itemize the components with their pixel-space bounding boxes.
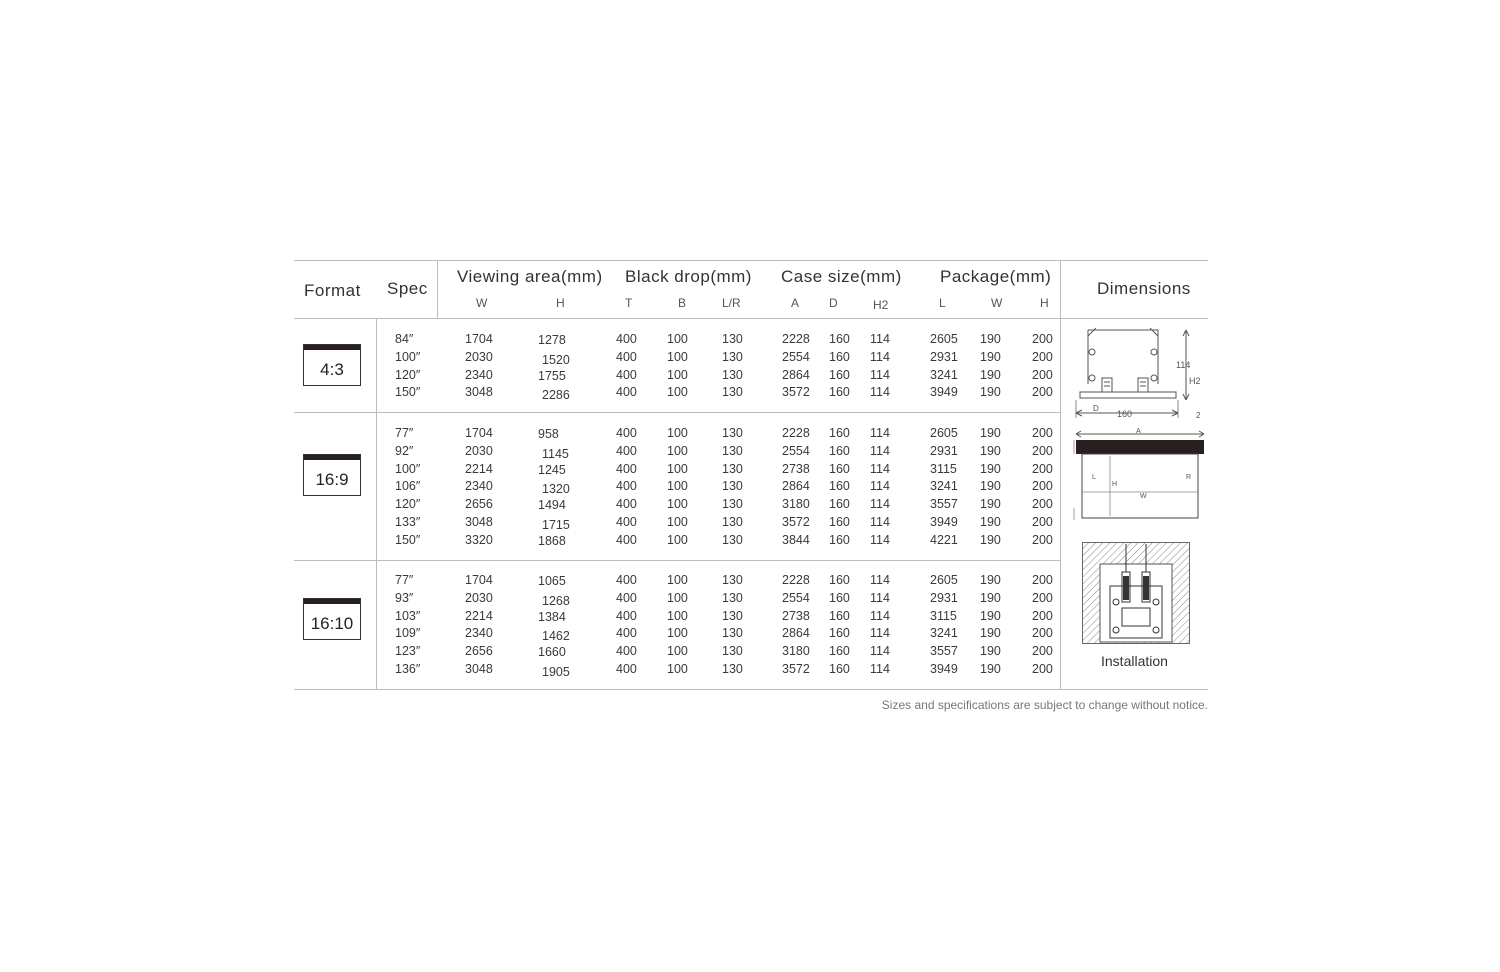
value-cell: 3115 [930,461,957,476]
value-cell: 400 [616,332,637,346]
subheader-w: W [476,296,488,310]
value-cell: 400 [616,608,637,623]
case-label-h2: H2 [1189,376,1201,386]
value-cell: 160 [829,608,850,623]
screen-label-a: A [1136,428,1141,435]
value-cell: 2214 [465,461,493,476]
spec-cell: 123″ [395,644,421,659]
value-cell: 2030 [465,349,493,364]
value-cell: 114 [870,497,890,512]
value-cell: 130 [722,426,743,440]
value-cell: 3949 [930,515,958,529]
value-cell: 100 [667,349,688,364]
value-cell: 100 [667,626,688,641]
value-cell: 190 [980,332,1001,346]
spec-cell: 120″ [395,497,421,512]
case-cross-section-diagram [1066,322,1206,422]
spec-cell: 92″ [395,443,414,458]
value-cell: 114 [870,532,890,547]
value-cell: 114 [870,479,890,494]
value-cell: 160 [829,515,850,529]
value-cell: 1320 [542,482,570,497]
value-cell: 160 [829,626,850,641]
value-cell: 160 [829,426,850,440]
value-cell: 190 [980,497,1001,512]
value-cell: 130 [722,385,743,400]
value-cell: 3241 [930,626,958,641]
value-cell: 100 [667,479,688,494]
value-cell: 190 [980,461,1001,476]
value-cell: 400 [616,461,637,476]
value-cell: 2605 [930,426,958,440]
screen-label-r: R [1186,474,1192,481]
spec-cell: 84″ [395,332,414,346]
value-cell: 130 [722,332,743,346]
value-cell: 190 [980,608,1001,623]
format-badge-bar [304,345,360,350]
value-cell: 2030 [465,443,493,458]
value-cell: 2554 [782,349,810,364]
value-cell: 100 [667,590,688,605]
screen-label-h: H [1112,481,1118,488]
value-cell: 190 [980,644,1001,659]
value-cell: 200 [1032,608,1053,623]
value-cell: 1868 [538,533,566,548]
value-cell: 3180 [782,644,810,659]
subheader-ph: H [1040,296,1049,310]
value-cell: 1065 [538,574,566,588]
value-cell: 130 [722,662,743,676]
value-cell: 130 [722,590,743,605]
value-cell: 2864 [782,367,810,382]
spec-divider-header [437,260,438,318]
value-cell: 2228 [782,332,810,346]
spec-cell: 136″ [395,662,421,676]
value-cell: 160 [829,573,850,587]
header-spec: Spec [387,279,428,298]
value-cell: 200 [1032,461,1053,476]
value-cell: 1462 [542,629,570,644]
value-cell: 114 [870,590,890,605]
format-badge-label: 16:10 [310,614,354,633]
value-cell: 1278 [538,333,566,347]
spec-cell: 77″ [395,573,414,587]
value-cell: 400 [616,497,637,512]
value-cell: 400 [616,532,637,547]
value-cell: 160 [829,479,850,494]
value-cell: 400 [616,515,637,529]
header-dimensions: Dimensions [1097,279,1191,298]
value-cell: 1268 [542,593,570,608]
header-viewing-area: Viewing area(mm) [457,267,603,286]
case-label-160: 160 [1117,409,1133,419]
value-cell: 114 [870,515,890,529]
header-package: Package(mm) [940,267,1052,286]
value-cell: 1384 [538,609,566,624]
value-cell: 2340 [465,367,493,382]
spec-cell: 103″ [395,608,421,623]
spec-cell: 109″ [395,626,421,641]
value-cell: 3572 [782,385,810,400]
value-cell: 100 [667,644,688,659]
subheader-d: D [829,296,838,310]
value-cell: 3048 [465,662,493,676]
value-cell: 100 [667,332,688,346]
value-cell: 130 [722,644,743,659]
value-cell: 100 [667,662,688,676]
value-cell: 400 [616,626,637,641]
value-cell: 1755 [538,368,566,383]
case-label-d: D [1093,404,1099,413]
value-cell: 114 [870,662,890,676]
screen-case-bar [1076,440,1204,454]
spec-cell: 77″ [395,426,414,440]
value-cell: 3572 [782,515,810,529]
value-cell: 190 [980,626,1001,641]
value-cell: 190 [980,479,1001,494]
value-cell: 2286 [542,388,570,403]
value-cell: 3949 [930,385,958,400]
value-cell: 200 [1032,515,1053,529]
value-cell: 114 [870,626,890,641]
value-cell: 1715 [542,518,570,532]
value-cell: 400 [616,367,637,382]
value-cell: 4221 [930,532,958,547]
value-cell: 130 [722,608,743,623]
value-cell: 2931 [930,349,958,364]
value-cell: 958 [538,427,559,441]
value-cell: 1145 [542,446,569,461]
value-cell: 190 [980,426,1001,440]
value-cell: 114 [870,644,890,659]
subheader-l: L [939,296,946,310]
dimensions-divider [1060,260,1061,689]
installation-label: Installation [1101,653,1168,669]
value-cell: 2656 [465,497,493,512]
value-cell: 2030 [465,590,493,605]
value-cell: 190 [980,367,1001,382]
value-cell: 3048 [465,515,493,529]
format-badge-bar [304,599,360,604]
screen-label-w: W [1140,493,1147,500]
value-cell: 160 [829,349,850,364]
header-black-drop: Black drop(mm) [625,267,752,286]
group-divider-1 [294,412,1060,413]
value-cell: 1245 [538,462,566,477]
value-cell: 130 [722,479,743,494]
header-case-size: Case size(mm) [781,267,902,286]
value-cell: 100 [667,461,688,476]
value-cell: 2214 [465,608,493,623]
value-cell: 2864 [782,479,810,494]
footnote: Sizes and specifications are subject to change without notice. [881,698,1208,712]
spec-cell: 100″ [395,461,421,476]
value-cell: 400 [616,590,637,605]
value-cell: 3949 [930,662,958,676]
value-cell: 114 [870,349,890,364]
value-cell: 200 [1032,644,1053,659]
value-cell: 100 [667,515,688,529]
value-cell: 2864 [782,626,810,641]
spec-cell: 93″ [395,590,414,605]
group-divider-2 [294,560,1060,561]
value-cell: 400 [616,385,637,400]
spec-cell: 100″ [395,349,421,364]
case-label-2: 2 [1196,411,1201,420]
value-cell: 200 [1032,332,1053,346]
installation-diagram [1082,542,1190,644]
value-cell: 100 [667,367,688,382]
value-cell: 3048 [465,385,493,400]
screen-front-view-diagram [1066,426,1206,526]
value-cell: 130 [722,367,743,382]
value-cell: 130 [722,626,743,641]
value-cell: 160 [829,644,850,659]
value-cell: 1704 [465,573,493,587]
case-label-114: 114 [1176,360,1191,370]
value-cell: 100 [667,532,688,547]
value-cell: 160 [829,497,850,512]
subheader-pw: W [991,296,1003,310]
value-cell: 100 [667,573,688,587]
value-cell: 114 [870,461,890,476]
subheader-lr: L/R [722,296,741,310]
value-cell: 130 [722,573,743,587]
header-bottom-border [294,318,1208,319]
spec-cell: 150″ [395,532,421,547]
value-cell: 130 [722,461,743,476]
value-cell: 190 [980,515,1001,529]
value-cell: 130 [722,515,743,529]
value-cell: 3557 [930,497,958,512]
value-cell: 200 [1032,497,1053,512]
spec-cell: 133″ [395,515,421,529]
value-cell: 190 [980,443,1001,458]
value-cell: 160 [829,367,850,382]
value-cell: 160 [829,532,850,547]
format-badge-4-3 [303,344,361,386]
value-cell: 130 [722,349,743,364]
value-cell: 114 [870,573,890,587]
value-cell: 400 [616,443,637,458]
value-cell: 114 [870,385,890,400]
value-cell: 200 [1032,626,1053,641]
value-cell: 200 [1032,590,1053,605]
value-cell: 100 [667,608,688,623]
value-cell: 2931 [930,443,958,458]
value-cell: 1704 [465,332,493,346]
header-format: Format [304,281,361,300]
value-cell: 2605 [930,332,958,346]
value-cell: 2228 [782,573,810,587]
value-cell: 2931 [930,590,958,605]
value-cell: 200 [1032,367,1053,382]
value-cell: 2605 [930,573,958,587]
value-cell: 2554 [782,443,810,458]
value-cell: 160 [829,461,850,476]
value-cell: 160 [829,443,850,458]
value-cell: 130 [722,497,743,512]
spec-cell: 120″ [395,367,421,382]
value-cell: 200 [1032,532,1053,547]
value-cell: 200 [1032,443,1053,458]
spec-cell: 150″ [395,385,421,400]
value-cell: 100 [667,443,688,458]
value-cell: 100 [667,426,688,440]
spec-cell: 106″ [395,479,421,494]
value-cell: 200 [1032,349,1053,364]
value-cell: 400 [616,573,637,587]
value-cell: 190 [980,590,1001,605]
value-cell: 114 [870,426,890,440]
value-cell: 1704 [465,426,493,440]
format-badge-16-10 [303,598,361,640]
value-cell: 160 [829,385,850,400]
value-cell: 2340 [465,626,493,641]
value-cell: 190 [980,573,1001,587]
value-cell: 160 [829,590,850,605]
subheader-a: A [791,296,800,310]
value-cell: 100 [667,385,688,400]
value-cell: 3557 [930,644,958,659]
value-cell: 400 [616,644,637,659]
value-cell: 3844 [782,532,810,547]
value-cell: 2228 [782,426,810,440]
value-cell: 200 [1032,662,1053,676]
value-cell: 3241 [930,367,958,382]
format-badge-label: 16:9 [315,470,349,489]
value-cell: 3180 [782,497,810,512]
screen-surface [1082,454,1198,518]
value-cell: 2738 [782,608,810,623]
value-cell: 2738 [782,461,810,476]
format-badge-bar [304,455,360,460]
table-top-border [294,260,1208,261]
value-cell: 114 [870,332,890,346]
value-cell: 190 [980,532,1001,547]
value-cell: 1494 [538,498,566,513]
value-cell: 400 [616,662,637,676]
value-cell: 114 [870,443,890,458]
value-cell: 3115 [930,608,957,623]
value-cell: 2340 [465,479,493,494]
value-cell: 3241 [930,479,958,494]
value-cell: 160 [829,332,850,346]
value-cell: 2554 [782,590,810,605]
value-cell: 160 [829,662,850,676]
value-cell: 400 [616,426,637,440]
value-cell: 2656 [465,644,493,659]
subheader-h2: H2 [873,298,889,312]
value-cell: 1905 [542,665,570,679]
value-cell: 130 [722,532,743,547]
value-cell: 190 [980,662,1001,676]
format-badge-16-9 [303,454,361,496]
value-cell: 1520 [542,352,570,367]
value-cell: 114 [870,608,890,623]
value-cell: 200 [1032,573,1053,587]
value-cell: 3320 [465,532,493,547]
value-cell: 190 [980,385,1001,400]
table-bottom-border [294,689,1208,690]
value-cell: 100 [667,497,688,512]
value-cell: 200 [1032,385,1053,400]
format-spec-divider [376,318,377,689]
subheader-h: H [556,296,565,310]
format-badge-label: 4:3 [320,360,344,379]
value-cell: 400 [616,479,637,494]
value-cell: 400 [616,349,637,364]
value-cell: 190 [980,349,1001,364]
subheader-t: T [625,296,633,310]
value-cell: 114 [870,367,890,382]
value-cell: 200 [1032,426,1053,440]
value-cell: 130 [722,443,743,458]
value-cell: 3572 [782,662,810,676]
subheader-b: B [678,296,687,310]
screen-label-l: L [1092,474,1096,481]
value-cell: 200 [1032,479,1053,494]
value-cell: 1660 [538,645,566,660]
